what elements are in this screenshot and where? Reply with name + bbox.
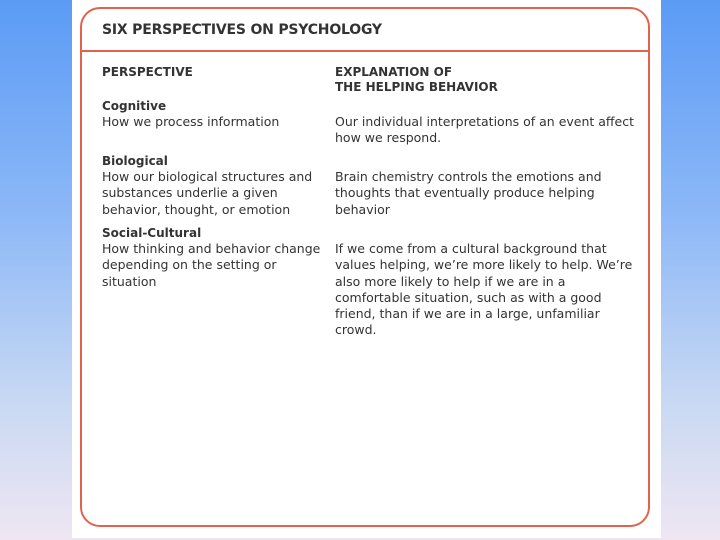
perspective-cell: [102, 98, 324, 130]
perspective-cell: [102, 153, 324, 218]
perspective-name: Cognitive: [102, 99, 167, 113]
table-frame: [80, 7, 650, 527]
column-header-perspective: PERSPECTIVE: [102, 65, 193, 79]
perspective-name: Biological: [102, 154, 168, 168]
perspective-cell: [102, 225, 324, 290]
perspective-name: Social-Cultural: [102, 226, 202, 240]
table-title: SIX PERSPECTIVES ON PSYCHOLOGY: [102, 22, 382, 38]
title-divider: [82, 50, 648, 52]
perspective-description: How thinking and behavior change depending on the setting or situation: [102, 241, 321, 289]
explanation-cell: [335, 98, 635, 147]
column-header-explanation: EXPLANATION OF THE HELPING BEHAVIOR: [335, 65, 498, 94]
explanation-text: If we come from a cultural background that values helping, we’re more likely to help. We’re also more likely to help if we are in a comfortable situation, such as with a good friend, than if we are in a large, unfamiliar crowd.: [335, 241, 633, 338]
perspective-description: How our biological structures and substances underlie a given behavior, thought, or emotion: [102, 169, 313, 217]
explanation-cell: [335, 225, 635, 339]
perspective-description: How we process information: [102, 114, 280, 129]
explanation-cell: [335, 153, 635, 218]
explanation-text: Brain chemistry controls the emotions and thoughts that eventually produce helping behavior: [335, 169, 602, 217]
explanation-text: Our individual interpretations of an event affect how we respond.: [335, 114, 635, 146]
document-sheet: [72, 0, 661, 538]
